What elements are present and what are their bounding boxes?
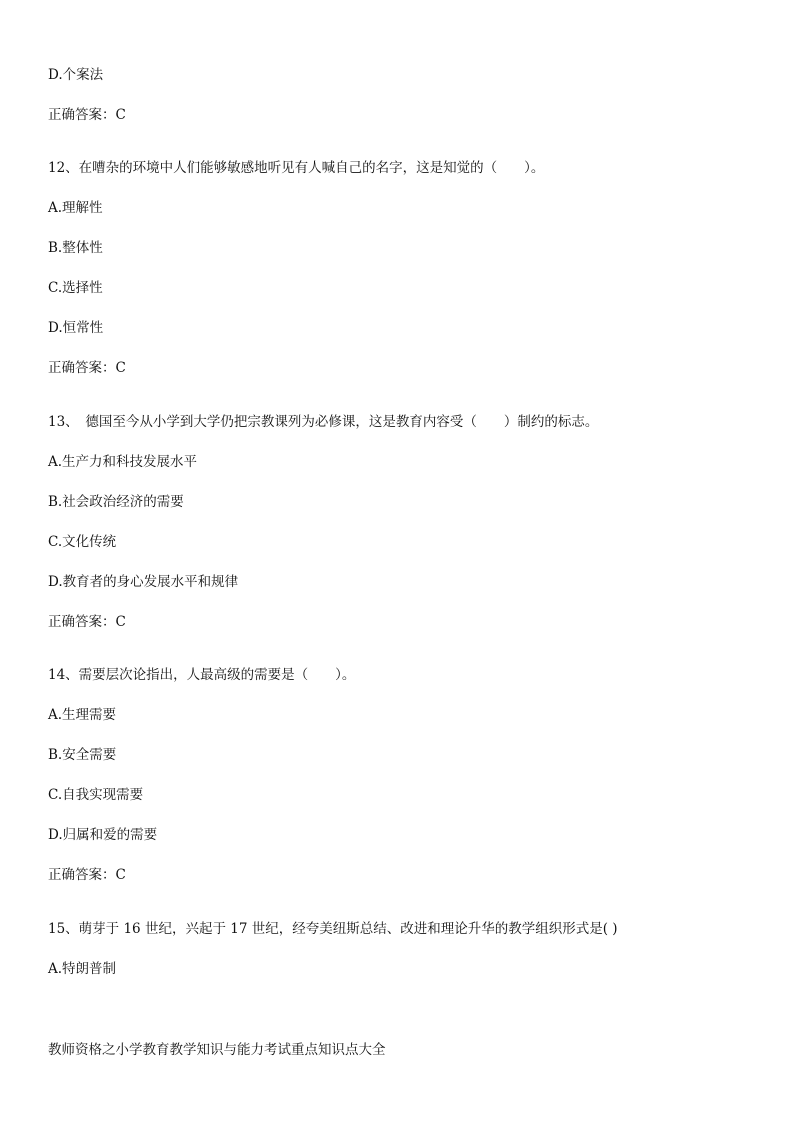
q12-option-b: B.整体性 — [48, 240, 103, 256]
q13-option-c: C.文化传统 — [48, 534, 117, 550]
q12-option-d: D.恒常性 — [48, 320, 104, 336]
q14-option-d: D.归属和爱的需要 — [48, 827, 158, 843]
q15-question: 15、萌芽于 16 世纪，兴起于 17 世纪，经夸美纽斯总结、改进和理论升华的教学组织形式是( ) — [48, 921, 618, 937]
page-footer: 教师资格之小学教育教学知识与能力考试重点知识点大全 — [48, 1042, 386, 1058]
q13-question: 13、 德国至今从小学到大学仍把宗教课列为必修课，这是教育内容受（ ）制约的标志。 — [48, 414, 599, 430]
q12-option-c: C.选择性 — [48, 280, 103, 296]
q13-answer: 正确答案：C — [48, 614, 126, 630]
q14-option-c: C.自我实现需要 — [48, 787, 144, 803]
q12-answer: 正确答案：C — [48, 360, 126, 376]
q13-option-d: D.教育者的身心发展水平和规律 — [48, 574, 239, 590]
q12-option-a: A.理解性 — [48, 200, 103, 216]
q11-option-d: D.个案法 — [48, 67, 104, 83]
q14-option-a: A.生理需要 — [48, 707, 117, 723]
q15-option-a: A.特朗普制 — [48, 961, 117, 977]
q14-question: 14、需要层次论指出，人最高级的需要是（ ）。 — [48, 667, 356, 683]
q14-option-b: B.安全需要 — [48, 747, 117, 763]
q13-option-b: B.社会政治经济的需要 — [48, 494, 184, 510]
q11-answer: 正确答案：C — [48, 107, 126, 123]
q12-question: 12、在嘈杂的环境中人们能够敏感地听见有人喊自己的名字，这是知觉的（ ）。 — [48, 160, 545, 176]
q13-option-a: A.生产力和科技发展水平 — [48, 454, 198, 470]
q14-answer: 正确答案：C — [48, 867, 126, 883]
